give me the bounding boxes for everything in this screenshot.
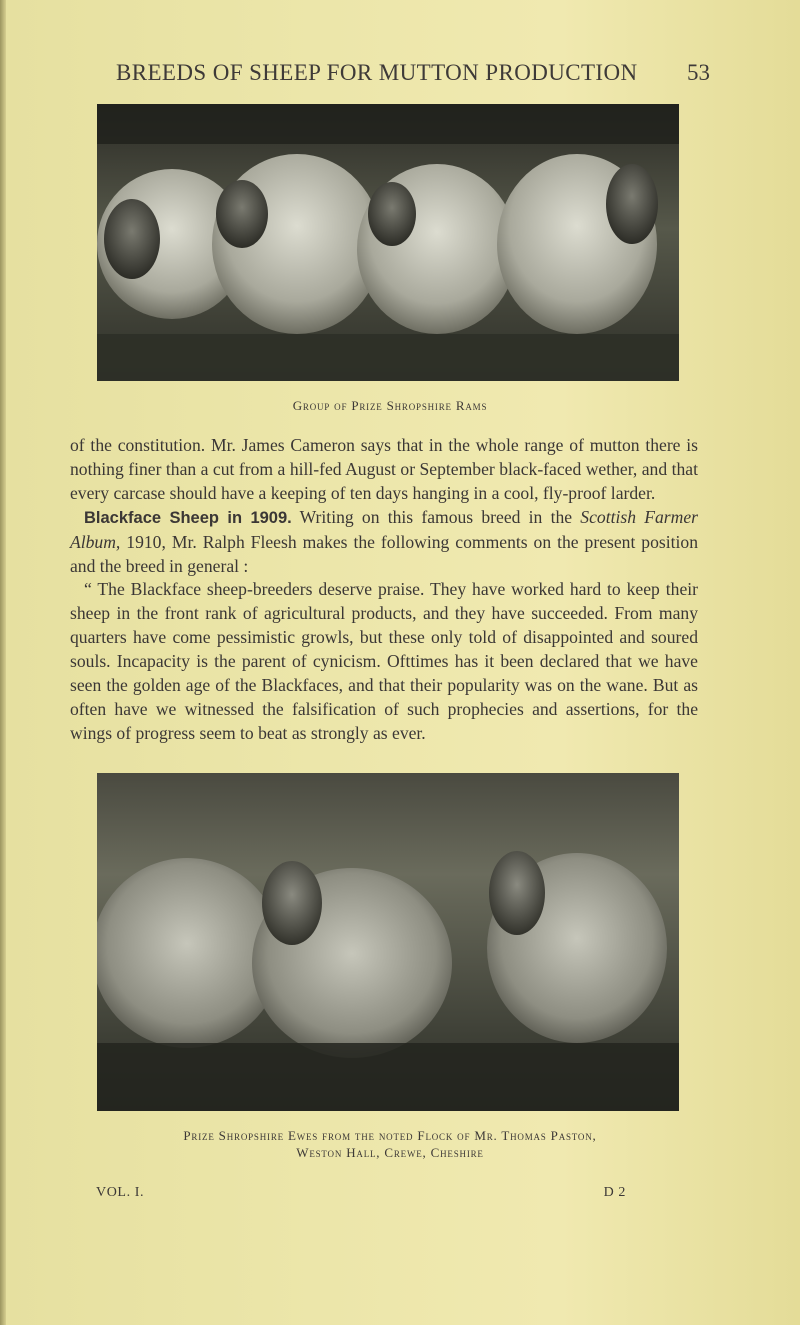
photo-shropshire-ewes [97,773,679,1111]
figure-caption-ewes [70,1127,710,1161]
page-footer [96,1185,626,1207]
running-head: BREEDS OF SHEEP FOR MUTTON PRODUCTION [116,60,638,85]
paragraph [70,506,698,579]
body-text-upper [70,434,698,746]
paragraph-text: 1910, Mr. Ralph Fleesh makes the following comments on the present position and the breed in general : [70,531,698,576]
page-header [70,60,710,94]
volume-mark: VOL. I. [96,1185,145,1200]
page-edge-shadow [0,0,6,1325]
paragraph-text: Writing on this famous breed in the [291,506,581,527]
photo-shropshire-rams [97,104,679,381]
page-number: 53 [687,60,710,85]
signature-mark: D 2 [603,1185,626,1200]
publication-title: Scottish Farmer Album, [70,506,698,552]
side-heading: Blackface Sheep in 1909. [84,508,292,527]
figure-caption-rams: Group of Prize Shropshire Rams [292,398,488,413]
paragraph: “ The Blackface sheep-breeders deserve praise. They have worked hard to keep their sheep in the front rank of agricultural products, and they have succeeded. From many quarters have come pessimistic growls, but these only told of disappointed and soured souls. Incapacity is the parent of cynicism. Ofttimes has it been declared that we have seen the golden age of the Blackfaces, and that their popularity was on the wane. But as often have we witnessed the falsification of such prophecies and assertions, for the wings of progress seem to beat as strongly as ever. [70,579,698,743]
caption-line: Prize Shropshire Ewes from the noted Flock of Mr. Thomas Paston, [183,1128,597,1143]
paragraph: of the constitution. Mr. James Cameron says that in the whole range of mutton there is nothing finer than a cut from a hill-fed August or September black-faced wether, and that every carcase should have a keeping of ten days hanging in a cool, fly-proof larder. [70,435,698,503]
caption-line: Weston Hall, Crewe, Cheshire [296,1145,484,1160]
